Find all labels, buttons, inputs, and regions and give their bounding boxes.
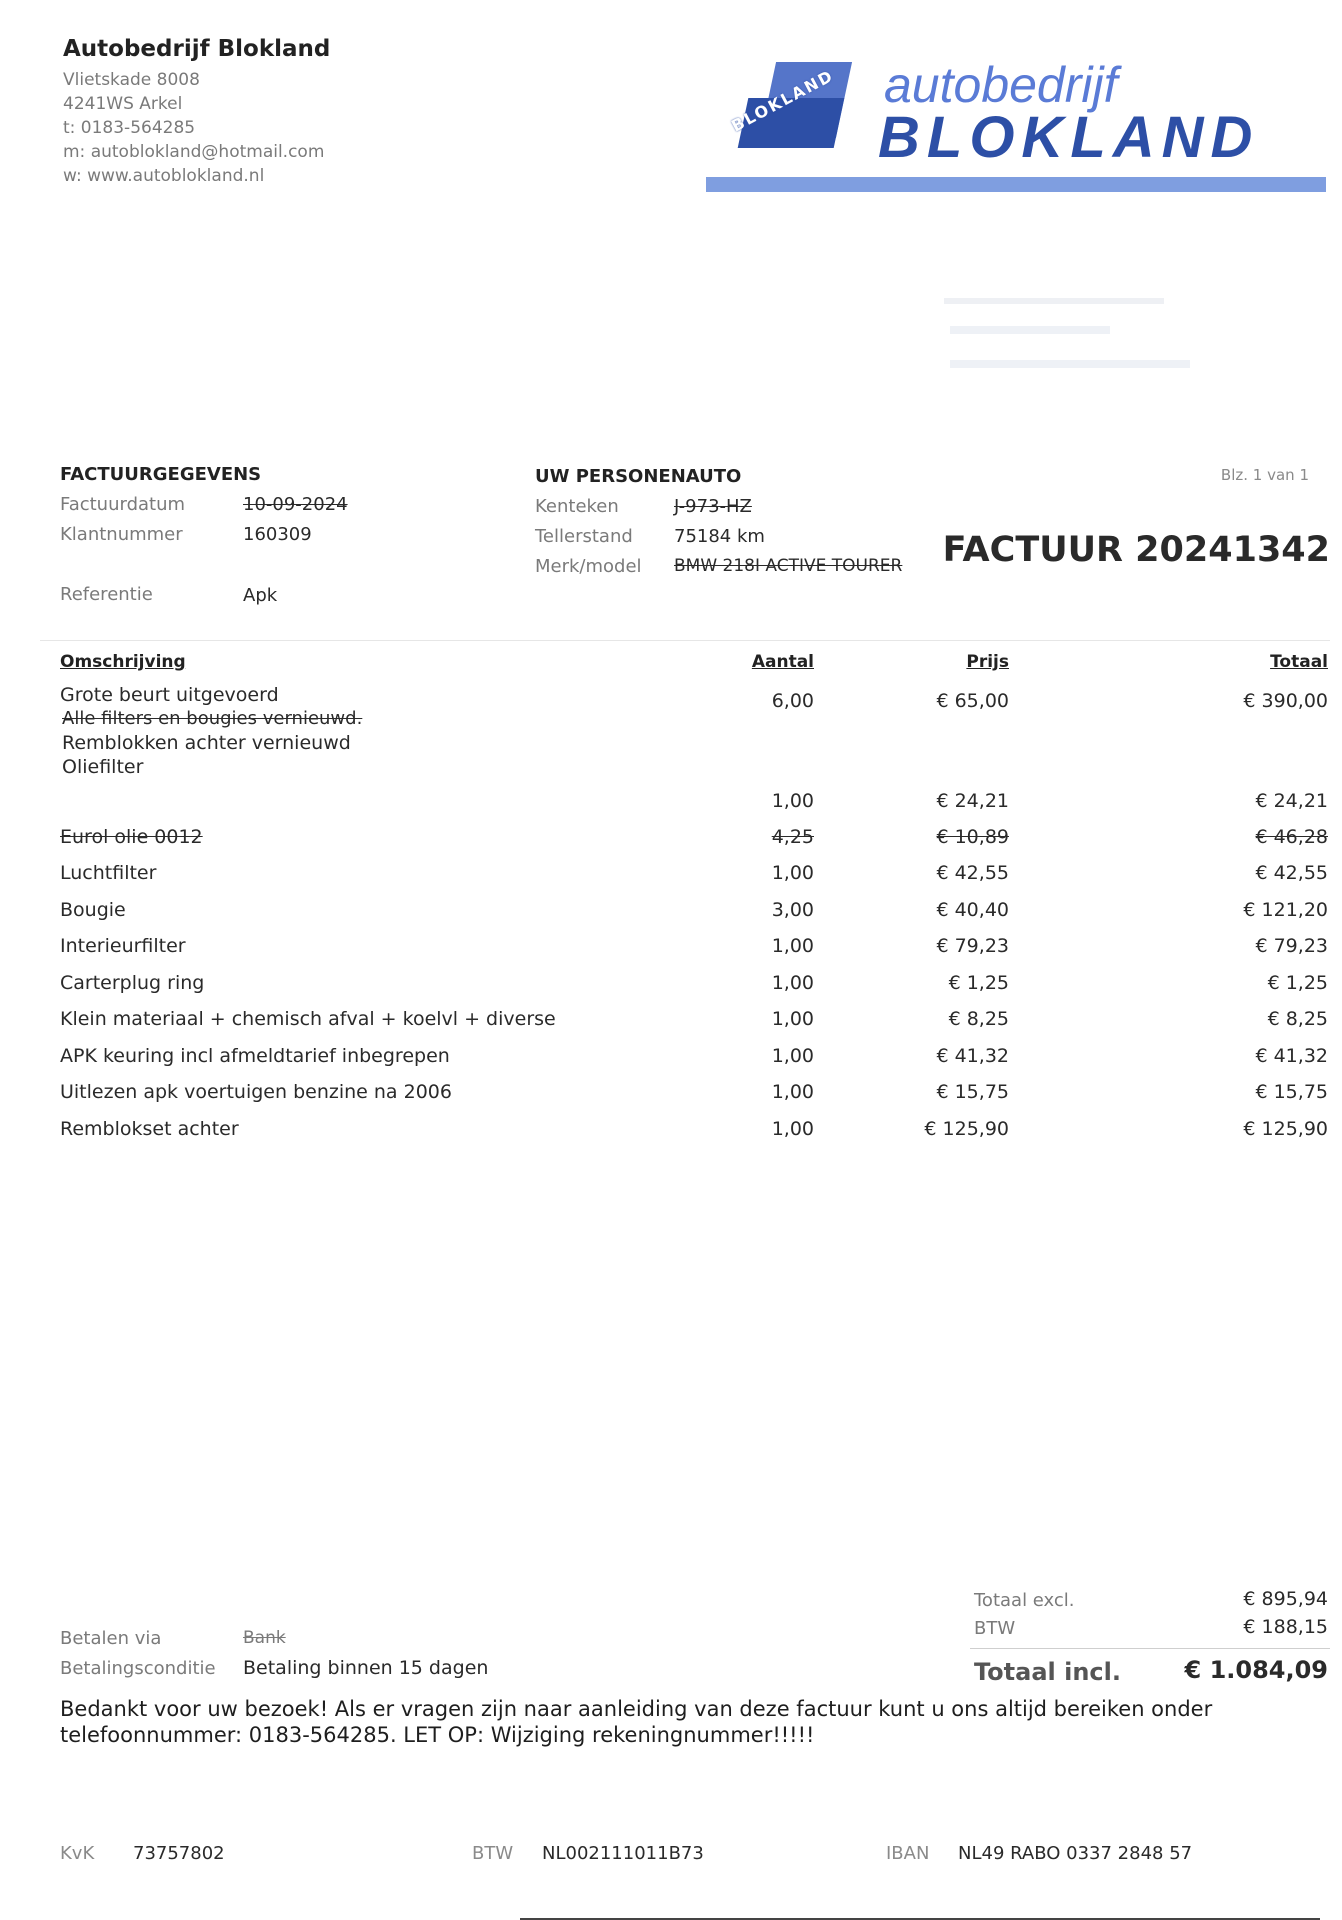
row-total: € 46,28 — [1255, 826, 1328, 848]
row-price: € 125,90 — [924, 1118, 1009, 1140]
col-header-total: Totaal — [1270, 652, 1328, 672]
total-incl-label: Totaal incl. — [974, 1658, 1121, 1686]
row-price: € 8,25 — [948, 1008, 1009, 1030]
row-quantity: 1,00 — [771, 1118, 814, 1140]
row-description: Uitlezen apk voertuigen benzine na 2006 — [60, 1081, 452, 1103]
table-row — [0, 1045, 1342, 1075]
row-description: Carterplug ring — [60, 972, 205, 994]
client-number-label: Klantnummer — [60, 524, 183, 545]
row-price: € 42,55 — [936, 862, 1009, 884]
table-row — [0, 1118, 1342, 1148]
page-indicator: Blz. 1 van 1 — [1220, 466, 1309, 484]
item-note: Alle filters en bougies vernieuwd. — [62, 708, 363, 729]
row-total: € 15,75 — [1255, 1081, 1328, 1103]
row-total: € 1,25 — [1267, 972, 1328, 994]
row-quantity: 1,00 — [771, 972, 814, 994]
row-description: Eurol olie 0012 — [60, 826, 203, 848]
subtotal-value: € 895,94 — [1243, 1588, 1328, 1610]
mileage-label: Tellerstand — [535, 526, 633, 547]
row-price: € 24,21 — [936, 790, 1009, 812]
item-note: Oliefilter — [62, 756, 144, 778]
row-total: € 42,55 — [1255, 862, 1328, 884]
logo-badge-text: BLOKLAND — [728, 65, 837, 136]
company-logo — [708, 56, 1330, 196]
total-incl-value: € 1.084,09 — [1184, 1656, 1328, 1684]
row-total: € 390,00 — [1243, 690, 1328, 712]
item-note: Remblokken achter vernieuwd — [62, 732, 351, 754]
row-description: Grote beurt uitgevoerd — [60, 684, 279, 706]
row-description: APK keuring incl afmeldtarief inbegrepen — [60, 1045, 450, 1067]
row-total: € 125,90 — [1243, 1118, 1328, 1140]
row-quantity: 1,00 — [771, 1081, 814, 1103]
btw-value: NL002111011B73 — [542, 1843, 704, 1864]
company-street: Vlietskade 8008 — [63, 70, 200, 90]
plate-value: J-973-HZ — [674, 496, 752, 517]
row-quantity: 1,00 — [771, 1008, 814, 1030]
mileage-value: 75184 km — [674, 526, 765, 547]
row-description: Klein materiaal + chemisch afval + koelvl + diverse — [60, 1008, 556, 1030]
table-row — [0, 935, 1342, 965]
logo-word-blokland: BLOKLAND — [878, 105, 1260, 170]
subtotal-label: Totaal excl. — [974, 1590, 1075, 1611]
reference-value: Apk — [243, 585, 278, 606]
faded-address-line — [950, 326, 1110, 334]
table-row — [0, 790, 1342, 820]
row-description: Luchtfilter — [60, 862, 157, 884]
col-header-price: Prijs — [966, 652, 1009, 672]
vat-value: € 188,15 — [1243, 1616, 1328, 1638]
table-row — [0, 1081, 1342, 1111]
model-label: Merk/model — [535, 556, 642, 577]
row-quantity: 1,00 — [771, 790, 814, 812]
faded-address-line — [944, 298, 1164, 304]
vat-label: BTW — [974, 1618, 1016, 1639]
row-quantity: 1,00 — [771, 935, 814, 957]
totals-divider — [970, 1648, 1330, 1649]
logo-underline-bar — [706, 177, 1326, 192]
kvk-label: KvK — [60, 1843, 95, 1864]
payment-condition-value: Betaling binnen 15 dagen — [243, 1657, 489, 1679]
col-header-quantity: Aantal — [751, 652, 814, 672]
thank-you-message: Bedankt voor uw bezoek! Als er vragen zijn naar aanleiding van deze factuur kunt u ons altijd bereiken onder telefoonnummer: 0183-564285. LET OP: Wijziging rekeningnummer!!!!! — [60, 1697, 1213, 1747]
invoice-title: FACTUUR 20241342 — [942, 530, 1330, 570]
iban-label: IBAN — [886, 1843, 930, 1864]
col-header-description: Omschrijving — [60, 652, 186, 672]
payment-condition-label: Betalingsconditie — [60, 1658, 216, 1679]
table-row — [0, 899, 1342, 929]
row-total: € 41,32 — [1255, 1045, 1328, 1067]
row-quantity: 6,00 — [771, 690, 814, 712]
row-quantity: 3,00 — [771, 899, 814, 921]
reference-label: Referentie — [60, 584, 153, 605]
company-name: Autobedrijf Blokland — [63, 36, 331, 62]
header-divider — [40, 640, 1330, 641]
row-description: Bougie — [60, 899, 126, 921]
company-email[interactable]: m: autoblokland@hotmail.com — [63, 142, 325, 162]
row-price: € 79,23 — [936, 935, 1009, 957]
car-heading: UW PERSONENAUTO — [535, 466, 742, 487]
btw-label: BTW — [472, 1843, 514, 1864]
row-price: € 65,00 — [936, 690, 1009, 712]
row-quantity: 1,00 — [771, 862, 814, 884]
row-price: € 41,32 — [936, 1045, 1009, 1067]
invoice-details-heading: FACTUURGEGEVENS — [60, 464, 262, 485]
faded-address-line — [950, 360, 1190, 368]
table-row — [0, 1008, 1342, 1038]
kvk-value: 73757802 — [133, 1843, 225, 1864]
table-row — [0, 826, 1342, 856]
row-total: € 79,23 — [1255, 935, 1328, 957]
company-website[interactable]: w: www.autoblokland.nl — [63, 166, 265, 186]
row-quantity: 1,00 — [771, 1045, 814, 1067]
plate-label: Kenteken — [535, 496, 619, 517]
row-price: € 1,25 — [948, 972, 1009, 994]
row-total: € 121,20 — [1243, 899, 1328, 921]
row-price: € 10,89 — [936, 826, 1009, 848]
logo-word-autobedrijf: autobedrijf — [884, 57, 1118, 113]
row-description: Interieurfilter — [60, 935, 186, 957]
invoice-date-value: 10-09-2024 — [243, 494, 348, 515]
model-value: BMW 218I ACTIVE TOURER — [674, 556, 903, 576]
company-phone: t: 0183-564285 — [63, 118, 196, 138]
invoice-date-label: Factuurdatum — [60, 494, 186, 515]
payment-method-label: Betalen via — [60, 1628, 162, 1649]
row-price: € 15,75 — [936, 1081, 1009, 1103]
row-price: € 40,40 — [936, 899, 1009, 921]
table-row — [0, 972, 1342, 1002]
row-quantity: 4,25 — [771, 826, 814, 848]
table-row — [0, 862, 1342, 892]
row-total: € 24,21 — [1255, 790, 1328, 812]
iban-value: NL49 RABO 0337 2848 57 — [958, 1843, 1193, 1864]
payment-method-value: Bank — [243, 1628, 286, 1648]
row-total: € 8,25 — [1267, 1008, 1328, 1030]
row-description: Remblokset achter — [60, 1118, 239, 1140]
company-city: 4241WS Arkel — [63, 94, 183, 114]
client-number-value: 160309 — [243, 524, 312, 545]
